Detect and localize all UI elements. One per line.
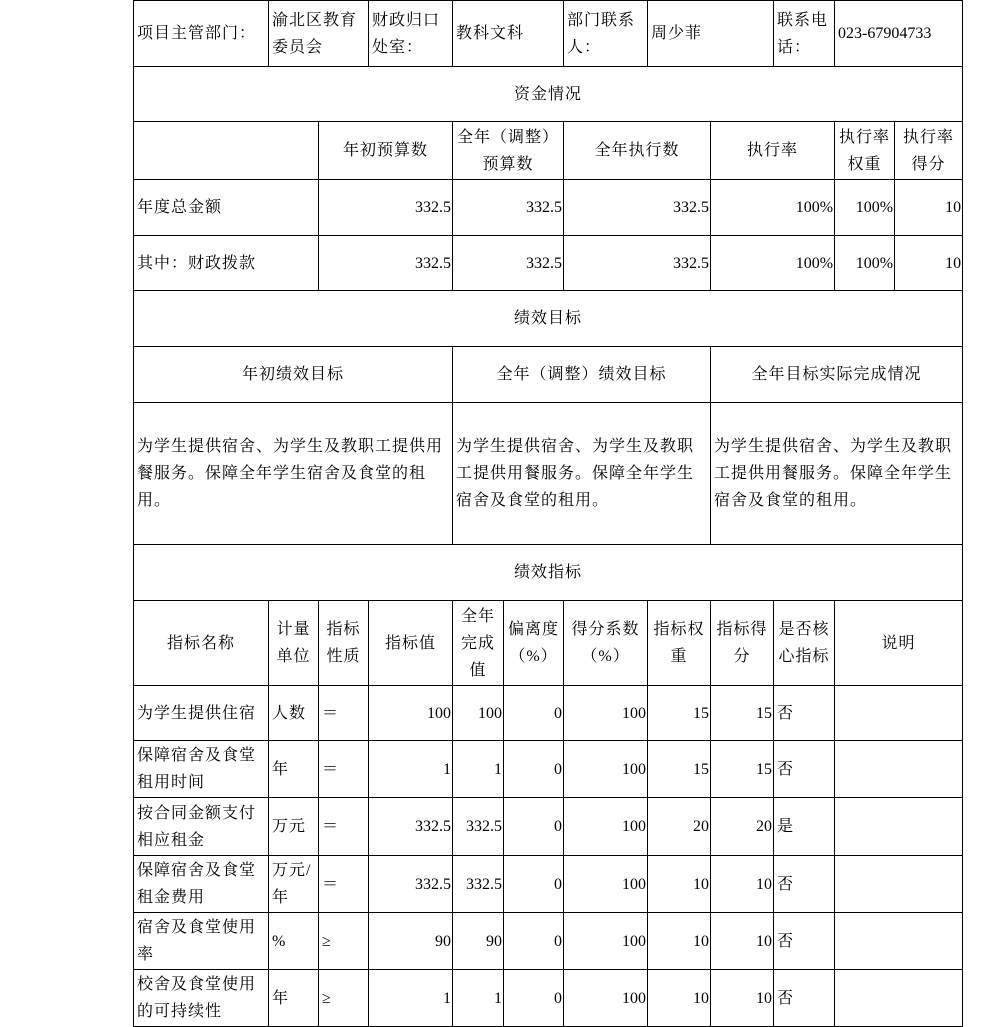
funding-col-header: 执行率得分 — [895, 122, 963, 180]
funding-cell: 100% — [711, 236, 835, 291]
finance-value: 教科文科 — [453, 1, 564, 67]
funding-cell: 100% — [835, 236, 895, 291]
goal-initial: 为学生提供宿舍、为学生及教职工提供用餐服务。保障全年学生宿舍及食堂的租用。 — [134, 403, 453, 545]
indicator-note — [835, 686, 963, 741]
indicator-col-header: 计量单位 — [269, 601, 319, 686]
indicator-name: 宿舍及食堂使用率 — [134, 913, 269, 970]
indicator-weight: 10 — [648, 856, 711, 913]
indicator-note — [835, 856, 963, 913]
indicator-coefficient: 100 — [564, 970, 648, 1027]
goal-adjusted: 为学生提供宿舍、为学生及教职工提供用餐服务。保障全年学生宿舍及食堂的租用。 — [453, 403, 711, 545]
goal-actual: 为学生提供宿舍、为学生及教职工提供用餐服务。保障全年学生宿舍及食堂的租用。 — [711, 403, 963, 545]
indicator-name: 校舍及食堂使用的可持续性 — [134, 970, 269, 1027]
indicator-target: 1 — [369, 970, 453, 1027]
indicators-section-title: 绩效指标 — [134, 545, 963, 601]
indicator-nature: ≥ — [319, 913, 369, 970]
indicator-nature: ＝ — [319, 741, 369, 798]
indicator-weight: 10 — [648, 913, 711, 970]
dept-label: 项目主管部门： — [134, 1, 269, 67]
indicator-score: 10 — [711, 970, 774, 1027]
indicator-name: 保障宿舍及食堂租用时间 — [134, 741, 269, 798]
indicator-coefficient: 100 — [564, 856, 648, 913]
indicator-unit: 万元/年 — [269, 856, 319, 913]
header-row — [134, 1, 963, 67]
indicator-row — [134, 798, 963, 856]
indicators-header-row — [134, 601, 963, 686]
indicator-coefficient: 100 — [564, 798, 648, 856]
indicator-actual: 100 — [453, 686, 504, 741]
goals-col-header: 全年目标实际完成情况 — [711, 347, 963, 403]
indicator-note — [835, 913, 963, 970]
finance-label: 财政归口处室： — [369, 1, 453, 67]
indicator-is-core: 否 — [774, 970, 835, 1027]
indicator-actual: 90 — [453, 913, 504, 970]
goals-row — [134, 403, 963, 545]
indicator-deviation: 0 — [504, 913, 564, 970]
indicator-actual: 1 — [453, 741, 504, 798]
goals-col-header: 年初绩效目标 — [134, 347, 453, 403]
indicator-weight: 20 — [648, 798, 711, 856]
indicator-weight: 15 — [648, 686, 711, 741]
funding-cell: 332.5 — [564, 180, 711, 236]
indicator-row — [134, 686, 963, 741]
funding-cell: 100% — [835, 180, 895, 236]
indicator-is-core: 否 — [774, 741, 835, 798]
indicator-row — [134, 741, 963, 798]
indicator-actual: 1 — [453, 970, 504, 1027]
funding-col-header: 全年执行数 — [564, 122, 711, 180]
indicator-coefficient: 100 — [564, 741, 648, 798]
indicator-name: 为学生提供住宿 — [134, 686, 269, 741]
indicator-col-header: 全年完成值 — [453, 601, 504, 686]
indicator-target: 332.5 — [369, 856, 453, 913]
funding-row — [134, 180, 963, 236]
indicator-col-header: 是否核心指标 — [774, 601, 835, 686]
funding-cell: 332.5 — [319, 180, 453, 236]
contact-value: 周少菲 — [648, 1, 774, 67]
funding-col-header: 执行率权重 — [835, 122, 895, 180]
indicator-is-core: 是 — [774, 798, 835, 856]
indicator-nature: ≥ — [319, 970, 369, 1027]
indicator-score: 15 — [711, 686, 774, 741]
funding-header-row — [134, 122, 963, 180]
goals-col-header: 全年（调整）绩效目标 — [453, 347, 711, 403]
indicator-actual: 332.5 — [453, 798, 504, 856]
goals-section-title: 绩效目标 — [134, 291, 963, 347]
funding-row — [134, 236, 963, 291]
indicator-row — [134, 913, 963, 970]
contact-label: 部门联系人： — [564, 1, 648, 67]
indicator-coefficient: 100 — [564, 686, 648, 741]
indicator-col-header: 指标名称 — [134, 601, 269, 686]
indicator-target: 100 — [369, 686, 453, 741]
indicator-score: 20 — [711, 798, 774, 856]
indicator-unit: % — [269, 913, 319, 970]
funding-cell: 332.5 — [453, 180, 564, 236]
funding-cell: 10 — [895, 236, 963, 291]
indicator-col-header: 指标性质 — [319, 601, 369, 686]
indicator-deviation: 0 — [504, 798, 564, 856]
funding-col-header: 年初预算数 — [319, 122, 453, 180]
indicator-deviation: 0 — [504, 686, 564, 741]
indicator-nature: ＝ — [319, 856, 369, 913]
indicator-weight: 15 — [648, 741, 711, 798]
funding-corner-cell — [134, 122, 319, 180]
funding-cell: 332.5 — [319, 236, 453, 291]
indicator-row — [134, 970, 963, 1027]
indicator-is-core: 否 — [774, 913, 835, 970]
indicator-unit: 年 — [269, 970, 319, 1027]
funding-col-header: 执行率 — [711, 122, 835, 180]
indicator-name: 保障宿舍及食堂租金费用 — [134, 856, 269, 913]
indicator-nature: ＝ — [319, 686, 369, 741]
funding-row-label: 其中：财政拨款 — [134, 236, 319, 291]
indicator-row — [134, 856, 963, 913]
indicator-coefficient: 100 — [564, 913, 648, 970]
funding-section-title: 资金情况 — [134, 67, 963, 122]
indicator-col-header: 偏离度（%） — [504, 601, 564, 686]
indicator-name: 按合同金额支付相应租金 — [134, 798, 269, 856]
indicator-score: 15 — [711, 741, 774, 798]
goals-header-row — [134, 347, 963, 403]
indicator-unit: 人数 — [269, 686, 319, 741]
funding-cell: 332.5 — [453, 236, 564, 291]
indicator-col-header: 说明 — [835, 601, 963, 686]
indicator-target: 90 — [369, 913, 453, 970]
indicator-is-core: 否 — [774, 856, 835, 913]
funding-cell: 10 — [895, 180, 963, 236]
indicator-target: 1 — [369, 741, 453, 798]
funding-cell: 332.5 — [564, 236, 711, 291]
indicator-deviation: 0 — [504, 856, 564, 913]
funding-cell: 100% — [711, 180, 835, 236]
indicator-deviation: 0 — [504, 970, 564, 1027]
indicator-col-header: 得分系数（%） — [564, 601, 648, 686]
performance-table — [133, 0, 963, 1027]
indicator-target: 332.5 — [369, 798, 453, 856]
indicator-score: 10 — [711, 856, 774, 913]
indicator-note — [835, 970, 963, 1027]
indicator-unit: 万元 — [269, 798, 319, 856]
funding-col-header: 全年（调整）预算数 — [453, 122, 564, 180]
phone-label: 联系电话： — [774, 1, 835, 67]
dept-value: 渝北区教育委员会 — [269, 1, 369, 67]
indicator-actual: 332.5 — [453, 856, 504, 913]
indicator-note — [835, 798, 963, 856]
indicator-col-header: 指标得分 — [711, 601, 774, 686]
indicator-col-header: 指标权重 — [648, 601, 711, 686]
indicator-weight: 10 — [648, 970, 711, 1027]
phone-value: 023-67904733 — [835, 1, 963, 67]
indicator-col-header: 指标值 — [369, 601, 453, 686]
indicator-is-core: 否 — [774, 686, 835, 741]
indicator-score: 10 — [711, 913, 774, 970]
indicator-deviation: 0 — [504, 741, 564, 798]
indicator-note — [835, 741, 963, 798]
funding-row-label: 年度总金额 — [134, 180, 319, 236]
indicator-unit: 年 — [269, 741, 319, 798]
indicator-nature: ＝ — [319, 798, 369, 856]
